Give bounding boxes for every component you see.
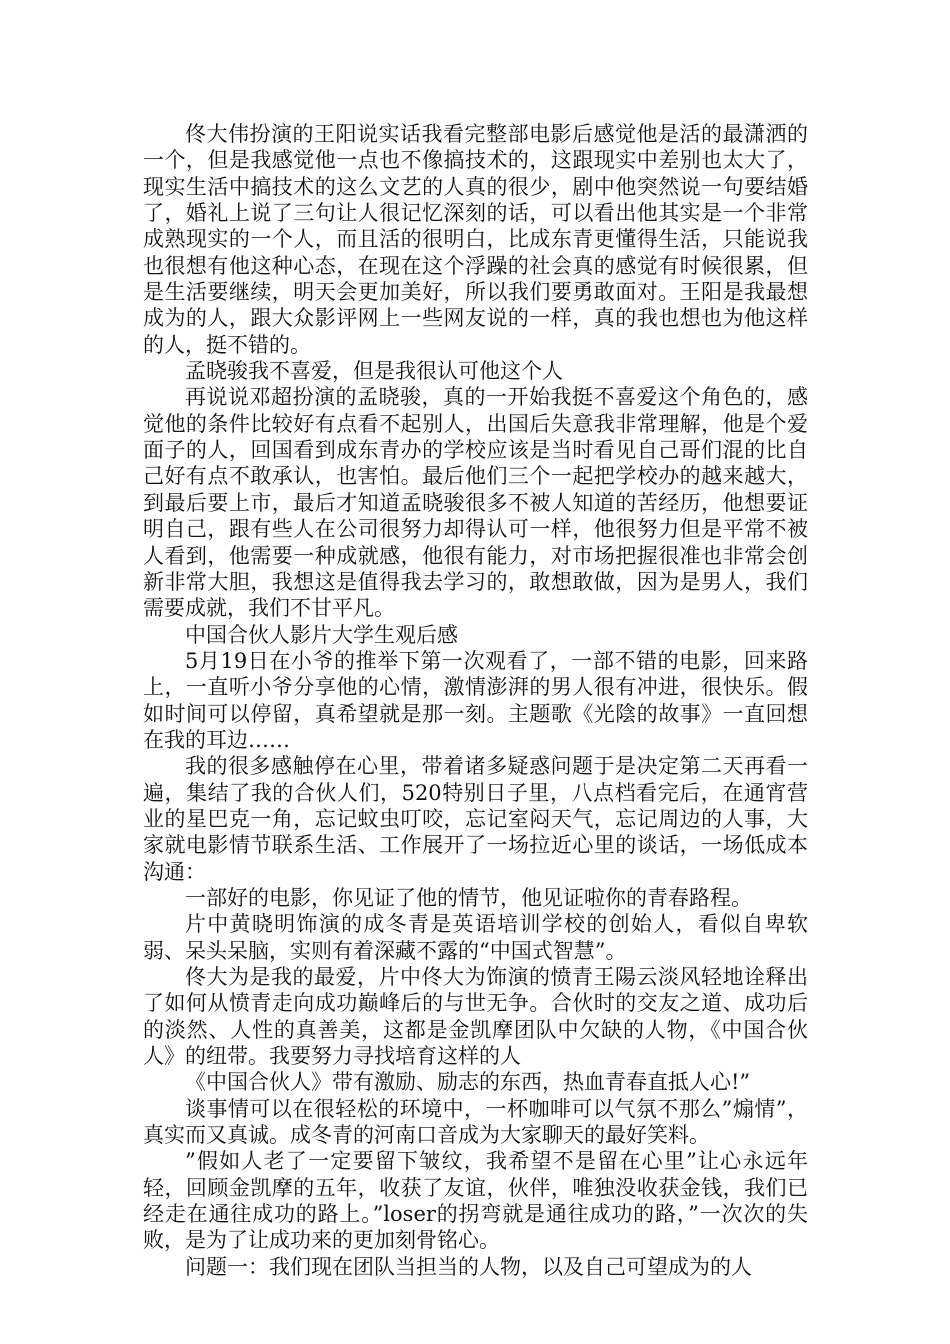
paragraph-question-one: 问题一：我们现在团队当担当的人物，以及自己可望成为的人 [185,1254,752,1279]
document-body [143,121,808,1280]
paragraph-tong-dawei: 佟大为是我的最爱，片中佟大为饰演的愤青王陽云淡风轻地诠释出了如何从愤青走向成功巅峰后的与世无争。合伙时的交友之道、成功后的淡然、人性的真善美，这都是金凯摩团队中欠缺的人物，《中国合伙人》的纽带。我要努力寻找培育这样的人 [143,965,808,1069]
paragraph-meng-heading: 孟晓骏我不喜爱，但是我很认可他这个人 [185,359,563,384]
paragraph-may-19: 5月19日在小爷的推举下第一次观看了，一部不错的电影，回来路上，一直听小爷分享他的心情，激情澎湃的男人很有冲进，很快乐。假如时间可以停留，真希望就是那一刻。主题歌《光陰的故事》一直回想在我的耳边…… [143,648,808,752]
paragraph-good-movie: 一部好的电影，你见证了他的情节，他见证啦你的青春路程。 [185,885,752,910]
paragraph-conversation: 谈事情可以在很轻松的环境中，一杯咖啡可以气氛不那么”煽情”，真实而又真诚。成冬青的河南口音成为大家聊天的最好笑料。 [143,1096,808,1148]
paragraph-inspiration: 《中国合伙人》带有激励、励志的东西，热血青春直抵人心!” [185,1070,751,1095]
paragraph-second-viewing: 我的很多感触停在心里，带着诸多疑惑问题于是决定第二天再看一遍，集结了我的合伙人们，520特别日子里，八点档看完后，在通宵营业的星巴克一角，忘记蚊虫叮咬，忘记室闷天气，忘记周边的人事，大家就电影情节联系生活、工作展开了一场拉近心里的谈话，一场低成本沟通： [143,754,808,884]
paragraph-wang-yang: 佟大伟扮演的王阳说实话我看完整部电影后感觉他是活的最潇洒的一个，但是我感觉他一点也不像搞技术的，这跟现实中差别也太大了，现实生活中搞技术的这么文艺的人真的很少，剧中他突然说一句要结婚了，婚礼上说了三句让人很记忆深刻的话，可以看出他其实是一个非常成熟现实的一个人，而且活的很明白，比成东青更懂得生活，只能说我也很想有他这种心态，在现在这个浮躁的社会真的感觉有时候很累，但是生活要继续，明天会更加美好，所以我们要勇敢面对。王阳是我最想成为的人，跟大众影评网上一些网友说的一样，真的我也想也为他这样的人，挺不错的。 [143,122,808,357]
paragraph-section-title: 中国合伙人影片大学生观后感 [185,622,458,647]
paragraph-cheng-dongqing: 片中黄晓明饰演的成冬青是英语培训学校的创始人，看似自卑软弱、呆头呆脑，实则有着深藏不露的“中国式智慧”。 [143,912,808,963]
paragraph-meng-xiaojun: 再说说邓超扮演的孟晓骏，真的一开始我挺不喜爱这个角色的，感觉他的条件比较好有点看不起别人，出国后失意我非常理解，他是个爱面子的人，回国看到成东青办的学校应该是当时看见自己哥们混的比自己好有点不敢承认，也害怕。最后他们三个一起把学校办的越来越大，到最后要上市，最后才知道孟晓骏很多不被人知道的苦经历，他想要证明自己，跟有些人在公司很努力却得认可一样，他很努力但是平常不被人看到，他需要一种成就感，他很有能力，对市场把握很准也非常会创新非常大胆，我想这是值得我去学习的，敢想敢做，因为是男人，我们需要成就，我们不甘平凡。 [143,385,808,621]
paragraph-wrinkles-quote: ”假如人老了一定要留下皱纹，我希望不是留在心里”让心永远年轻，回顾金凯摩的五年，收获了友谊，伙伴，唯独没收获金钱，我们已经走在通往成功的路上。”loser的拐弯就是通往成功的路，”一次次的失败，是为了让成功来的更加刻骨铭心。 [143,1149,808,1253]
